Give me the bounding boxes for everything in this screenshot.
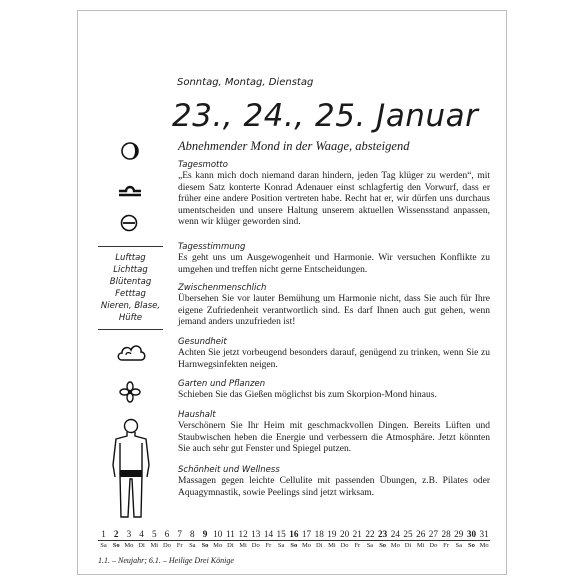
section-heading: Zwischenmenschlich [178,283,267,293]
section-garden [178,379,490,402]
section-health [178,337,490,371]
calendar-weekday: Mo [124,542,134,549]
element-fat: Fetttag [115,289,146,299]
calendar-weekday: Mi [416,542,425,549]
month-calendar [98,529,490,549]
calendar-day: 17 [301,529,312,539]
section-text: Übersehen Sie vor lauter Bemühung um Harmonie nicht, dass Sie auch für Ihre eigene Zufriedenheit verantwortlich sind. Es darf Ihnen auch gut gehen, wenn jemand anders unzufrieden ist! [178,294,490,327]
calendar-day: 15 [276,529,286,539]
section-motto [178,160,490,229]
calendar-day: 25 [403,529,413,539]
libra-icon [117,179,143,197]
calendar-day: 31 [479,529,489,539]
calendar-day: 8 [190,529,195,539]
calendar-day: 11 [225,529,235,539]
calendar-day: 26 [416,529,426,539]
calendar-weekday: Do [162,542,171,549]
body-icon [106,417,156,521]
element-flower: Blütentag [109,277,152,287]
calendar-day: 1 [101,529,106,539]
section-text: Massagen gegen leichte Cellulite mit passenden Übungen, z.B. Pilates oder Aquagymnastik, sowie Peelings sind jetzt wirksam. [178,476,490,498]
calendar-weekday: Mi [328,542,336,549]
calendar-day: 6 [164,529,170,539]
element-light: Lichttag [113,265,148,275]
cloud-icon [115,341,147,363]
calendar-weekday: Mo [213,542,223,549]
calendar-weekday: Sa [189,542,196,549]
calendar-day: 18 [314,529,324,539]
calendar-weekday: Fr [265,542,272,549]
section-heading: Garten und Pflanzen [178,379,266,389]
section-mood [178,242,490,276]
calendar-day: 20 [339,529,350,539]
calendar-day: 30 [466,529,477,539]
calendar-weekdays [98,542,490,549]
calendar-day: 21 [352,529,362,539]
weekdays-heading: Sonntag, Montag, Dienstag [177,77,314,88]
calendar-day: 14 [263,529,274,539]
calendar-day: 29 [454,529,464,539]
section-heading: Schönheit und Wellness [178,465,280,475]
section-heading: Tagesmotto [178,160,228,170]
calendar-day: 27 [428,529,438,539]
calendar-weekday: So [112,542,120,549]
calendar-day: 23 [378,529,388,539]
calendar-weekday: Mo [479,542,489,549]
calendar-weekday: Di [138,542,145,549]
calendar-weekday: Mi [150,542,159,549]
calendar-weekday: Mi [239,542,247,549]
moon-status: Abnehmender Mond in der Waage, absteigend [178,139,410,153]
calendar-weekday: Sa [100,542,107,549]
calendar-weekday: Fr [176,542,183,549]
divider-bottom [98,329,163,330]
calendar-weekday: Do [340,542,349,549]
calendar-weekday: Sa [366,542,374,549]
moon-phase-icon [120,141,140,161]
section-heading: Gesundheit [178,337,227,347]
element-air: Lufttag [115,253,146,263]
calendar-day: 19 [327,529,337,539]
element-organs-2: Hüfte [118,313,143,323]
calendar-day: 12 [238,529,248,539]
calendar-weekday: So [379,542,387,549]
element-organs: Nieren, Blase, [100,301,161,311]
calendar-day: 7 [177,529,182,539]
calendar-day: 5 [151,529,157,539]
section-interpersonal [178,283,490,329]
calendar-day: 22 [365,529,375,539]
calendar-day: 16 [289,529,299,539]
calendar-weekday: Do [429,542,438,549]
divider-top [98,246,163,247]
section-text: Achten Sie jetzt vorbeugend besonders darauf, genügend zu trinken, wenn Sie zu Harnwegsinfekten neigen. [178,348,490,370]
calendar-weekday: Mo [390,542,400,549]
section-heading: Tagesstimmung [178,242,246,252]
calendar-day: 9 [202,529,208,539]
calendar-weekday: So [468,542,475,549]
section-text: Verschönern Sie Ihr Heim mit geschmackvollen Dingen. Bereits Lüften und Staubwischen heben die Energie und verbessern die Atmosphäre. Jetzt könnten Sie auch sehr gut Fenster und Spiegel putzen. [178,421,490,454]
calendar-weekday: Sa [277,542,285,549]
section-text: Es geht uns um Ausgewogenheit und Harmonie. Wir versuchen Konflikte zu umgehen und treffen nicht gerne Entscheidungen. [178,253,490,275]
holiday-footnote: 1.1. – Neujahr; 6.1. – Heilige Drei Könige [98,556,234,565]
calendar-weekday: Di [404,542,412,549]
calendar-weekday: Di [315,542,323,549]
calendar-day: 28 [441,529,451,539]
day-elements [98,252,163,324]
calendar-day: 2 [113,529,119,539]
calendar-day-numbers [98,529,490,539]
section-text: „Es kann mich doch niemand daran hindern, jeden Tag klüger zu werden“, mit diesem Satz konterte Konrad Adenauer einst schlagfertig den Vorwurf, dass er früher eine andere Position vertreten habe. Recht hat er, wir dürfen uns durchaus umentscheiden und unsere Haltung unserem aktuellen Wissensstand anpassen, wenn wir klüger geworden sind. [178,171,490,227]
calendar-rule [98,540,490,541]
section-household [178,410,490,456]
calendar-weekday: Sa [455,542,462,549]
section-beauty [178,465,490,499]
calendar-weekday: Fr [443,542,449,549]
section-heading: Haushalt [178,410,216,420]
calendar-weekday: So [201,542,209,549]
calendar-weekday: Mo [301,542,312,549]
calendar-weekday: Fr [354,542,361,549]
calendar-day: 24 [390,529,400,539]
calendar-day: 13 [251,529,261,539]
calendar-weekday: Do [251,542,260,549]
calendar-weekday: Di [227,542,234,549]
page-title: 23., 24., 25. Januar [172,98,479,134]
calendar-day: 10 [213,529,223,539]
calendar-day: 4 [139,529,144,539]
descending-icon [120,214,138,232]
calendar-weekday: So [290,542,298,549]
section-text: Schieben Sie das Gießen möglichst bis zum Skorpion-Mond hinaus. [178,390,437,400]
calendar-day: 3 [126,529,132,539]
flower-icon [119,381,141,403]
